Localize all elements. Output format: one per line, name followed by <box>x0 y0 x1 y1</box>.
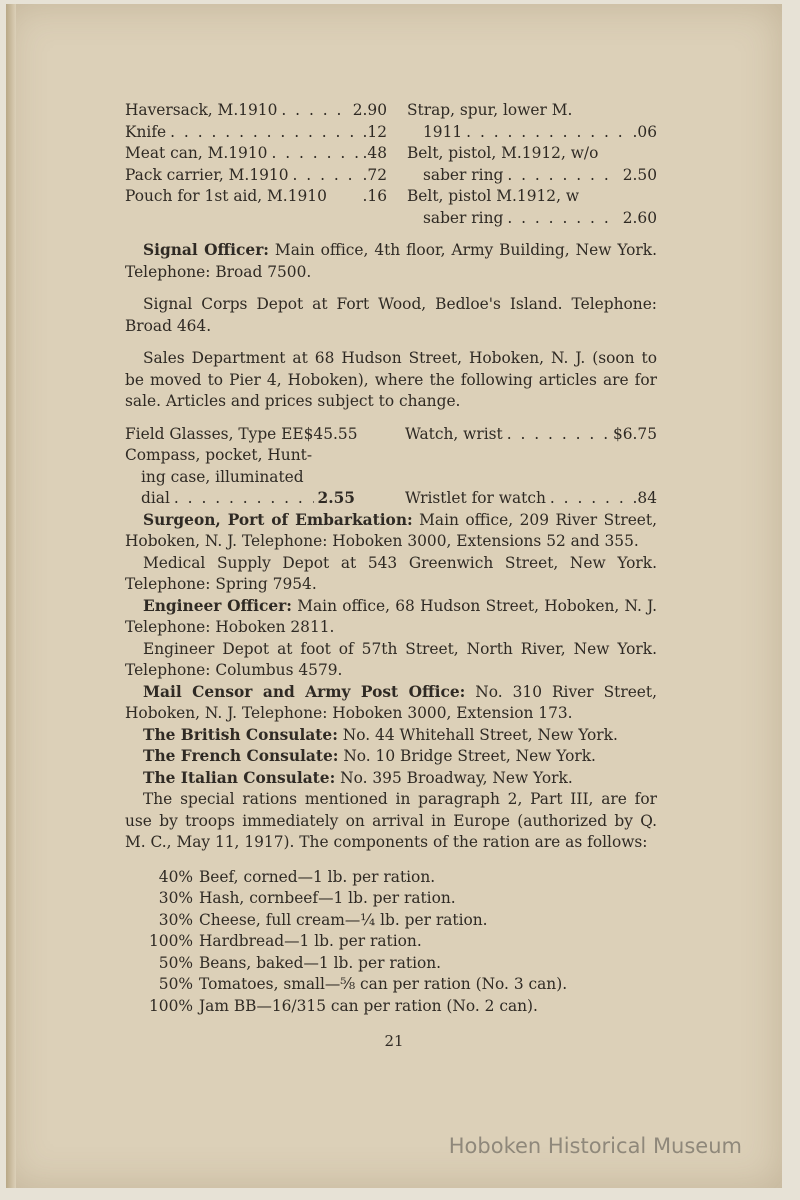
special-rations-paragraph: The special rations mentioned in paragraph 2, Part III, are for use by troops immediately on arrival in Europe (authorized by Q. M. C., May 11, 1917). The components of the ration are as follows: <box>125 790 657 851</box>
price-item: Knife . . . .12 <box>125 122 387 144</box>
rations-list <box>125 867 657 1018</box>
signal-officer-paragraph: Signal Officer: Main office, 4th floor, Army Building, New York. Telephone: Broad 7500. <box>125 241 657 281</box>
italian-consulate-paragraph: The Italian Consulate: No. 395 Broadway, New York. <box>143 768 573 787</box>
equipment-price-list <box>125 100 657 229</box>
engineer-depot-paragraph: Engineer Depot at foot of 57th Street, North River, New York. Telephone: Columbus 4579. <box>125 639 657 679</box>
book-page <box>6 4 782 1188</box>
price-item-line: Strap, spur, lower M. <box>407 101 573 119</box>
ration-item: 100% Jam BB—16/315 can per ration (No. 2 can). <box>149 996 538 1015</box>
price-item: Field Glasses, Type EE $45.55 <box>125 424 358 443</box>
medical-supply-paragraph: Medical Supply Depot at 543 Greenwich Street, New York. Telephone: Spring 7954. <box>125 553 657 593</box>
sales-left-column <box>125 424 358 510</box>
ration-item: 30% Cheese, full cream—¼ lb. per ration. <box>158 910 488 929</box>
equipment-left-column <box>125 100 387 229</box>
ration-item: 100% Hardbread—1 lb. per ration. <box>149 932 422 950</box>
price-item-line: Compass, pocket, Hunt- <box>125 446 313 464</box>
price-item: 1911 . . . .06 <box>407 122 657 144</box>
sales-right-column <box>405 424 657 510</box>
engineer-officer-paragraph: Engineer Officer: Main office, 68 Hudson Street, Hoboken, N. J. Telephone: Hoboken 2811. <box>125 596 657 636</box>
price-item-line: ing case, illuminated <box>141 467 304 486</box>
price-item: Watch, wrist . . . $6.75 <box>405 424 657 446</box>
sales-department-paragraph: Sales Department at 68 Hudson Street, Hoboken, N. J. (soon to be moved to Pier 4, Hoboken), where the following articles are for sale. Articles and prices subject to change. <box>125 349 657 410</box>
price-item: Pouch for 1st aid, M.1910 .16 <box>125 187 387 205</box>
signal-corps-depot-paragraph: Signal Corps Depot at Fort Wood, Bedloe's Island. Telephone: Broad 464. <box>125 295 657 335</box>
page-spine <box>6 4 16 1188</box>
ration-item: 30% Hash, cornbeef—1 lb. per ration. <box>158 889 456 907</box>
page-content <box>125 100 657 1017</box>
ration-item: 50% Beans, baked—1 lb. per ration. <box>158 953 442 972</box>
british-consulate-paragraph: The British Consulate: No. 44 Whitehall Street, New York. <box>143 725 618 744</box>
price-item-line: Belt, pistol M.1912, w <box>407 187 580 205</box>
price-item: Pack carrier, M.1910 . . . .72 <box>125 165 387 187</box>
price-item: saber ring . . . 2.50 <box>407 165 657 187</box>
surgeon-paragraph: Surgeon, Port of Embarkation: Main office, 209 River Street, Hoboken, N. J. Telephone: Hoboken 3000, Extensions 52 and 355. <box>125 510 657 550</box>
price-item: Haversack, M.1910 . . . 2.90 <box>125 100 387 122</box>
price-item-line: Belt, pistol, M.1912, w/o <box>407 144 599 162</box>
watermark-text: Hoboken Historical Museum <box>448 1134 742 1158</box>
page-number: 21 <box>384 1032 404 1050</box>
price-item: Meat can, M.1910 . . . .48 <box>125 143 387 165</box>
ration-item: 40% Beef, corned—1 lb. per ration. <box>158 867 436 886</box>
ration-item: 50% Tomatoes, small—⅝ can per ration (No. 3 can). <box>158 975 568 993</box>
sales-price-list <box>125 424 657 510</box>
equipment-right-column <box>407 100 657 229</box>
mail-censor-paragraph: Mail Censor and Army Post Office: No. 310 River Street, Hoboken, N. J. Telephone: Hoboken 3000, Extension 173. <box>125 682 657 722</box>
price-item: dial . . . 2.55 <box>125 488 355 510</box>
price-item: saber ring . . . 2.60 <box>407 208 657 230</box>
french-consulate-paragraph: The French Consulate: No. 10 Bridge Street, New York. <box>143 747 596 765</box>
price-item: Wristlet for watch . . . .84 <box>405 488 657 510</box>
